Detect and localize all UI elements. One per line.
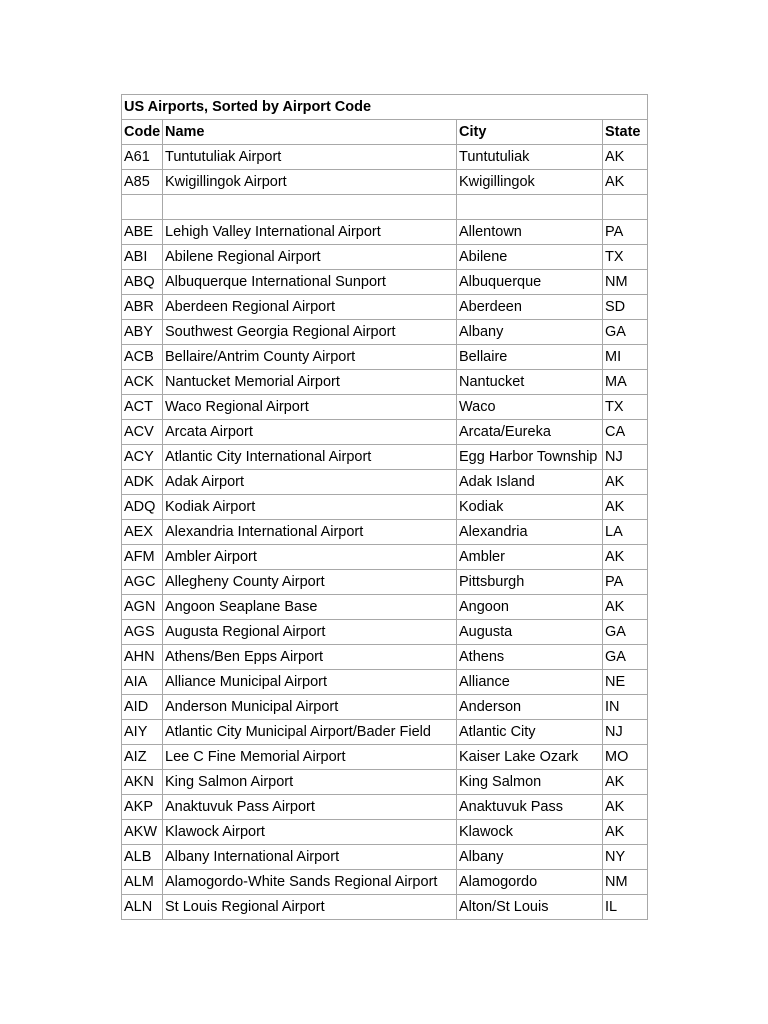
cell-state: NM [603,270,648,295]
cell-name: Atlantic City Municipal Airport/Bader Field [163,720,457,745]
cell-state: AK [603,595,648,620]
cell-city: Klawock [457,820,603,845]
cell-state: MI [603,345,648,370]
header-state: State [603,120,648,145]
cell-name: Arcata Airport [163,420,457,445]
cell-name: Anderson Municipal Airport [163,695,457,720]
cell-name: Tuntutuliak Airport [163,145,457,170]
cell-name: Alamogordo-White Sands Regional Airport [163,870,457,895]
cell-city: Augusta [457,620,603,645]
cell-code: AKP [122,795,163,820]
cell-city: Arcata/Eureka [457,420,603,445]
cell-city: Albuquerque [457,270,603,295]
table-body-main [122,220,648,920]
cell-code: A61 [122,145,163,170]
cell-name: Abilene Regional Airport [163,245,457,270]
cell-state: AK [603,770,648,795]
cell-city: Kaiser Lake Ozark [457,745,603,770]
cell-city: Bellaire [457,345,603,370]
cell-code: ABI [122,245,163,270]
cell-state: PA [603,570,648,595]
cell-city: Athens [457,645,603,670]
table-row [122,295,648,320]
cell-state: IN [603,695,648,720]
table-row [122,645,648,670]
cell-name: Adak Airport [163,470,457,495]
gap-cell [163,195,457,220]
table-row [122,370,648,395]
cell-city: Abilene [457,245,603,270]
cell-city: Aberdeen [457,295,603,320]
cell-code: ALN [122,895,163,920]
cell-code: AKN [122,770,163,795]
cell-code: ABY [122,320,163,345]
table-row [122,770,648,795]
gap-cell [122,195,163,220]
cell-state: GA [603,620,648,645]
table-row [122,220,648,245]
table-row [122,270,648,295]
cell-name: Kwigillingok Airport [163,170,457,195]
cell-name: Klawock Airport [163,820,457,845]
table-row [122,545,648,570]
cell-state: IL [603,895,648,920]
cell-name: Waco Regional Airport [163,395,457,420]
airports-table-container [121,94,647,920]
cell-code: ACK [122,370,163,395]
table-row [122,495,648,520]
cell-code: ACY [122,445,163,470]
cell-code: ALB [122,845,163,870]
cell-name: Ambler Airport [163,545,457,570]
cell-state: GA [603,320,648,345]
table-row [122,320,648,345]
table-row [122,470,648,495]
cell-code: ACT [122,395,163,420]
cell-city: Angoon [457,595,603,620]
cell-state: NM [603,870,648,895]
cell-state: AK [603,170,648,195]
cell-code: ALM [122,870,163,895]
table-row [122,345,648,370]
table-body-top [122,145,648,195]
cell-code: ADK [122,470,163,495]
cell-code: ABQ [122,270,163,295]
cell-code: ABE [122,220,163,245]
cell-name: Angoon Seaplane Base [163,595,457,620]
cell-name: Alexandria International Airport [163,520,457,545]
table-row [122,170,648,195]
gap-cell [603,195,648,220]
cell-code: AEX [122,520,163,545]
cell-name: Athens/Ben Epps Airport [163,645,457,670]
cell-name: St Louis Regional Airport [163,895,457,920]
cell-name: Albuquerque International Sunport [163,270,457,295]
table-gap [122,195,648,220]
cell-name: Southwest Georgia Regional Airport [163,320,457,345]
table-row [122,870,648,895]
cell-state: AK [603,820,648,845]
cell-city: Albany [457,320,603,345]
cell-code: AFM [122,545,163,570]
cell-city: Waco [457,395,603,420]
cell-name: Bellaire/Antrim County Airport [163,345,457,370]
cell-name: Augusta Regional Airport [163,620,457,645]
table-title-row [122,95,648,120]
cell-state: SD [603,295,648,320]
table-row [122,820,648,845]
table-header-row [122,120,648,145]
cell-name: Lee C Fine Memorial Airport [163,745,457,770]
cell-name: Atlantic City International Airport [163,445,457,470]
cell-name: Aberdeen Regional Airport [163,295,457,320]
table-row [122,895,648,920]
cell-name: Albany International Airport [163,845,457,870]
cell-state: TX [603,245,648,270]
table-title: US Airports, Sorted by Airport Code [122,95,648,120]
table-row [122,520,648,545]
cell-city: Nantucket [457,370,603,395]
cell-code: ACV [122,420,163,445]
cell-city: Alliance [457,670,603,695]
cell-name: King Salmon Airport [163,770,457,795]
header-name: Name [163,120,457,145]
cell-state: NE [603,670,648,695]
cell-city: Egg Harbor Township [457,445,603,470]
cell-city: Anderson [457,695,603,720]
table-row [122,745,648,770]
cell-city: Allentown [457,220,603,245]
table-row [122,595,648,620]
cell-city: Pittsburgh [457,570,603,595]
header-city: City [457,120,603,145]
cell-city: Anaktuvuk Pass [457,795,603,820]
cell-name: Kodiak Airport [163,495,457,520]
table-row [122,670,648,695]
table-row [122,145,648,170]
cell-state: AK [603,145,648,170]
cell-city: Albany [457,845,603,870]
cell-city: Alexandria [457,520,603,545]
cell-name: Lehigh Valley International Airport [163,220,457,245]
cell-state: AK [603,795,648,820]
cell-city: Alton/St Louis [457,895,603,920]
cell-state: PA [603,220,648,245]
table-row [122,720,648,745]
cell-name: Alliance Municipal Airport [163,670,457,695]
cell-code: AID [122,695,163,720]
cell-state: AK [603,495,648,520]
cell-code: AIZ [122,745,163,770]
cell-city: Adak Island [457,470,603,495]
cell-code: AGN [122,595,163,620]
airports-table [121,94,648,920]
table-row [122,395,648,420]
table-row [122,245,648,270]
cell-code: AIY [122,720,163,745]
cell-code: AGS [122,620,163,645]
cell-state: LA [603,520,648,545]
cell-state: AK [603,545,648,570]
cell-name: Anaktuvuk Pass Airport [163,795,457,820]
gap-cell [457,195,603,220]
header-code: Code [122,120,163,145]
gap-row [122,195,648,220]
cell-state: MO [603,745,648,770]
cell-name: Allegheny County Airport [163,570,457,595]
table-row [122,795,648,820]
table-row [122,845,648,870]
cell-state: NJ [603,445,648,470]
cell-state: NJ [603,720,648,745]
cell-city: Ambler [457,545,603,570]
cell-code: A85 [122,170,163,195]
cell-state: AK [603,470,648,495]
cell-code: ACB [122,345,163,370]
table-row [122,570,648,595]
cell-city: Atlantic City [457,720,603,745]
cell-state: NY [603,845,648,870]
cell-code: AKW [122,820,163,845]
cell-city: Tuntutuliak [457,145,603,170]
cell-state: CA [603,420,648,445]
cell-code: AHN [122,645,163,670]
cell-state: MA [603,370,648,395]
cell-city: Kodiak [457,495,603,520]
table-row [122,445,648,470]
cell-code: ADQ [122,495,163,520]
cell-code: ABR [122,295,163,320]
table-row [122,695,648,720]
cell-code: AGC [122,570,163,595]
cell-city: Alamogordo [457,870,603,895]
cell-name: Nantucket Memorial Airport [163,370,457,395]
cell-code: AIA [122,670,163,695]
table-row [122,620,648,645]
cell-state: TX [603,395,648,420]
table-row [122,420,648,445]
cell-city: Kwigillingok [457,170,603,195]
cell-state: GA [603,645,648,670]
cell-city: King Salmon [457,770,603,795]
